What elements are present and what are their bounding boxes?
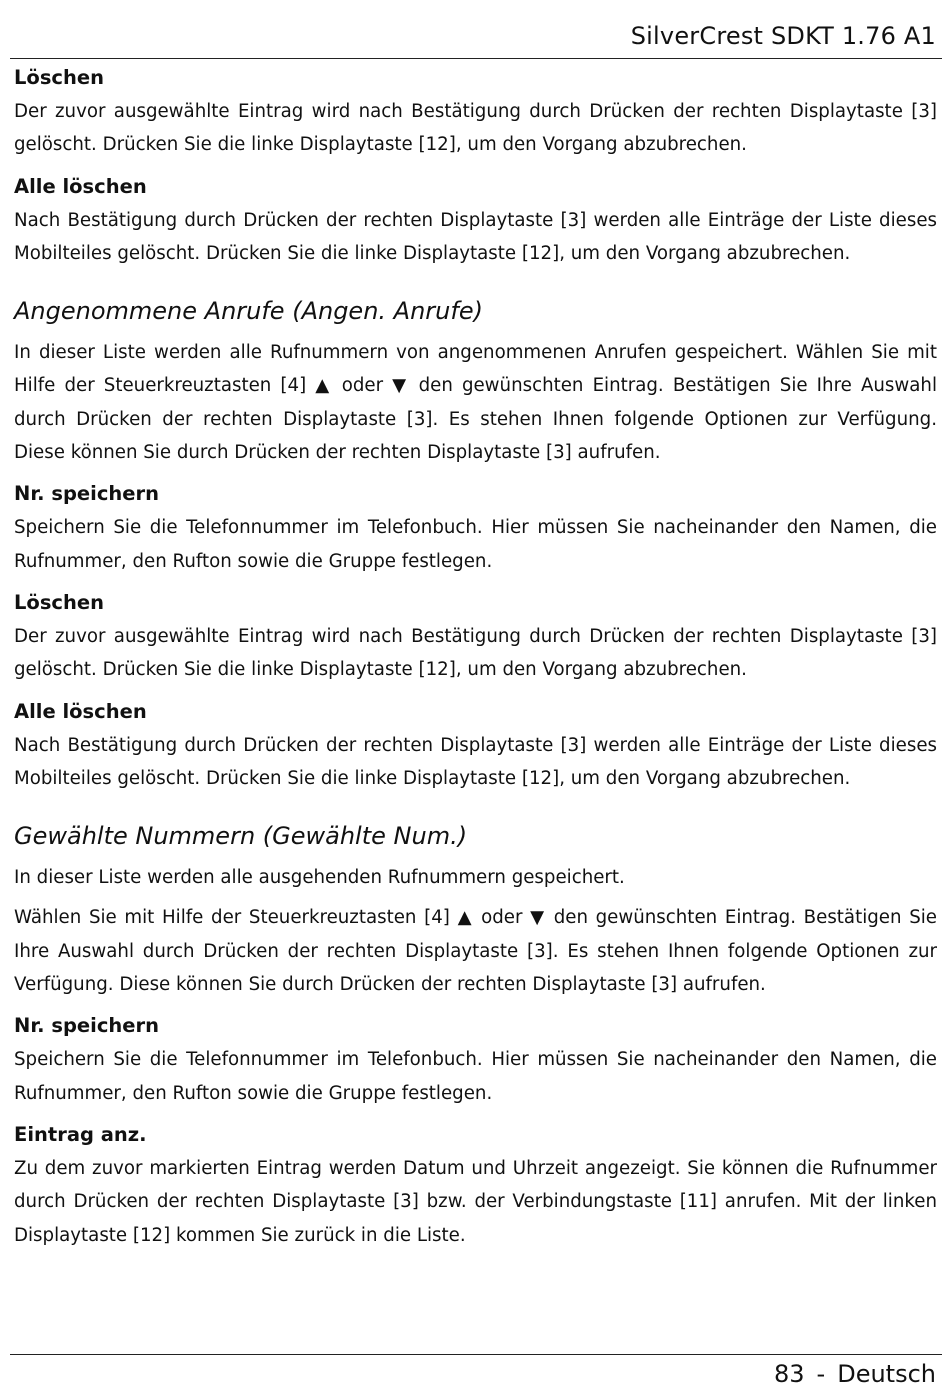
subheading-nr-speichern-2: Nr. speichern bbox=[14, 1014, 159, 1038]
section-title-gewaehlte-nummern: Gewählte Nummern (Gewählte Num.) bbox=[14, 822, 468, 851]
paragraph-nr-speichern-2: Speichern Sie die Telefonnummer im Telefonbuch. Hier müssen Sie nacheinander den Namen, die Rufnummer, den Rufton sowie die Gruppe festlegen. bbox=[14, 1049, 937, 1104]
page-header-title: SilverCrest SDKT 1.76 A1 bbox=[630, 22, 936, 50]
paragraph-gewaehlte-nummern-auswahl: Wählen Sie mit Hilfe der Steuerkreuztasten [4] ▲ oder ▼ den gewünschten Eintrag. Bestätigen Sie Ihre Auswahl durch Drücken der rechten Displaytaste [3]. Es stehen Ihnen folgende Optionen zur Verfügung. Diese können Sie durch Drücken der rechten Displaytaste [3] aufrufen. bbox=[14, 907, 937, 996]
subheading-alle-loeschen-2: Alle löschen bbox=[14, 699, 147, 723]
paragraph-angenommene-anrufe-intro: In dieser Liste werden alle Rufnummern von angenommenen Anrufen gespeichert. Wählen Sie mit Hilfe der Steuerkreuztasten [4] ▲ oder ▼ den gewünschten Eintrag. Bestätigen Sie Ihre Auswahl durch Drücken der rechten Displaytaste [3]. Es stehen Ihnen folgende Optionen zur Verfügung. Diese können Sie durch Drücken der rechten Displaytaste [3] aufrufen. bbox=[14, 342, 937, 464]
footer-divider bbox=[10, 1354, 942, 1355]
subheading-alle-loeschen: Alle löschen bbox=[14, 174, 147, 198]
footer-separator: - bbox=[816, 1360, 826, 1388]
page-content bbox=[14, 60, 937, 1259]
paragraph-alle-loeschen-2: Nach Bestätigung durch Drücken der rechten Displaytaste [3] werden alle Einträge der Liste dieses Mobilteiles gelöscht. Drücken Sie die linke Displaytaste [12], um den Vorgang abzubrechen. bbox=[14, 734, 937, 789]
subheading-nr-speichern: Nr. speichern bbox=[14, 482, 159, 506]
page-footer bbox=[774, 1360, 936, 1388]
subheading-loeschen: Löschen bbox=[14, 66, 104, 89]
section-title-angenommene-anrufe: Angenommene Anrufe (Angen. Anrufe) bbox=[14, 297, 483, 326]
footer-language: Deutsch bbox=[837, 1360, 936, 1388]
subheading-eintrag-anz: Eintrag anz. bbox=[14, 1122, 147, 1146]
subheading-loeschen-2: Löschen bbox=[14, 590, 104, 614]
paragraph-loeschen: Der zuvor ausgewählte Eintrag wird nach Bestätigung durch Drücken der rechten Displaytaste [3] gelöscht. Drücken Sie die linke Displaytaste [12], um den Vorgang abzubrechen. bbox=[14, 101, 937, 156]
paragraph-gewaehlte-nummern-intro: In dieser Liste werden alle ausgehenden Rufnummern gespeichert. bbox=[14, 867, 625, 889]
paragraph-loeschen-2: Der zuvor ausgewählte Eintrag wird nach Bestätigung durch Drücken der rechten Displaytaste [3] gelöscht. Drücken Sie die linke Displaytaste [12], um den Vorgang abzubrechen. bbox=[14, 625, 937, 681]
header-divider bbox=[10, 58, 942, 59]
page-number: 83 bbox=[774, 1360, 805, 1388]
paragraph-eintrag-anz: Zu dem zuvor markierten Eintrag werden Datum und Uhrzeit angezeigt. Sie können die Rufnummer durch Drücken der rechten Displaytaste [3] bzw. der Verbindungstaste [11] anrufen. Mit der linken Displaytaste [12] kommen Sie zurück in die Liste. bbox=[14, 1157, 937, 1246]
paragraph-nr-speichern: Speichern Sie die Telefonnummer im Telefonbuch. Hier müssen Sie nacheinander den Namen, die Rufnummer, den Rufton sowie die Gruppe festlegen. bbox=[14, 517, 937, 572]
paragraph-alle-loeschen: Nach Bestätigung durch Drücken der rechten Displaytaste [3] werden alle Einträge der Liste dieses Mobilteiles gelöscht. Drücken Sie die linke Displaytaste [12], um den Vorgang abzubrechen. bbox=[14, 209, 937, 264]
